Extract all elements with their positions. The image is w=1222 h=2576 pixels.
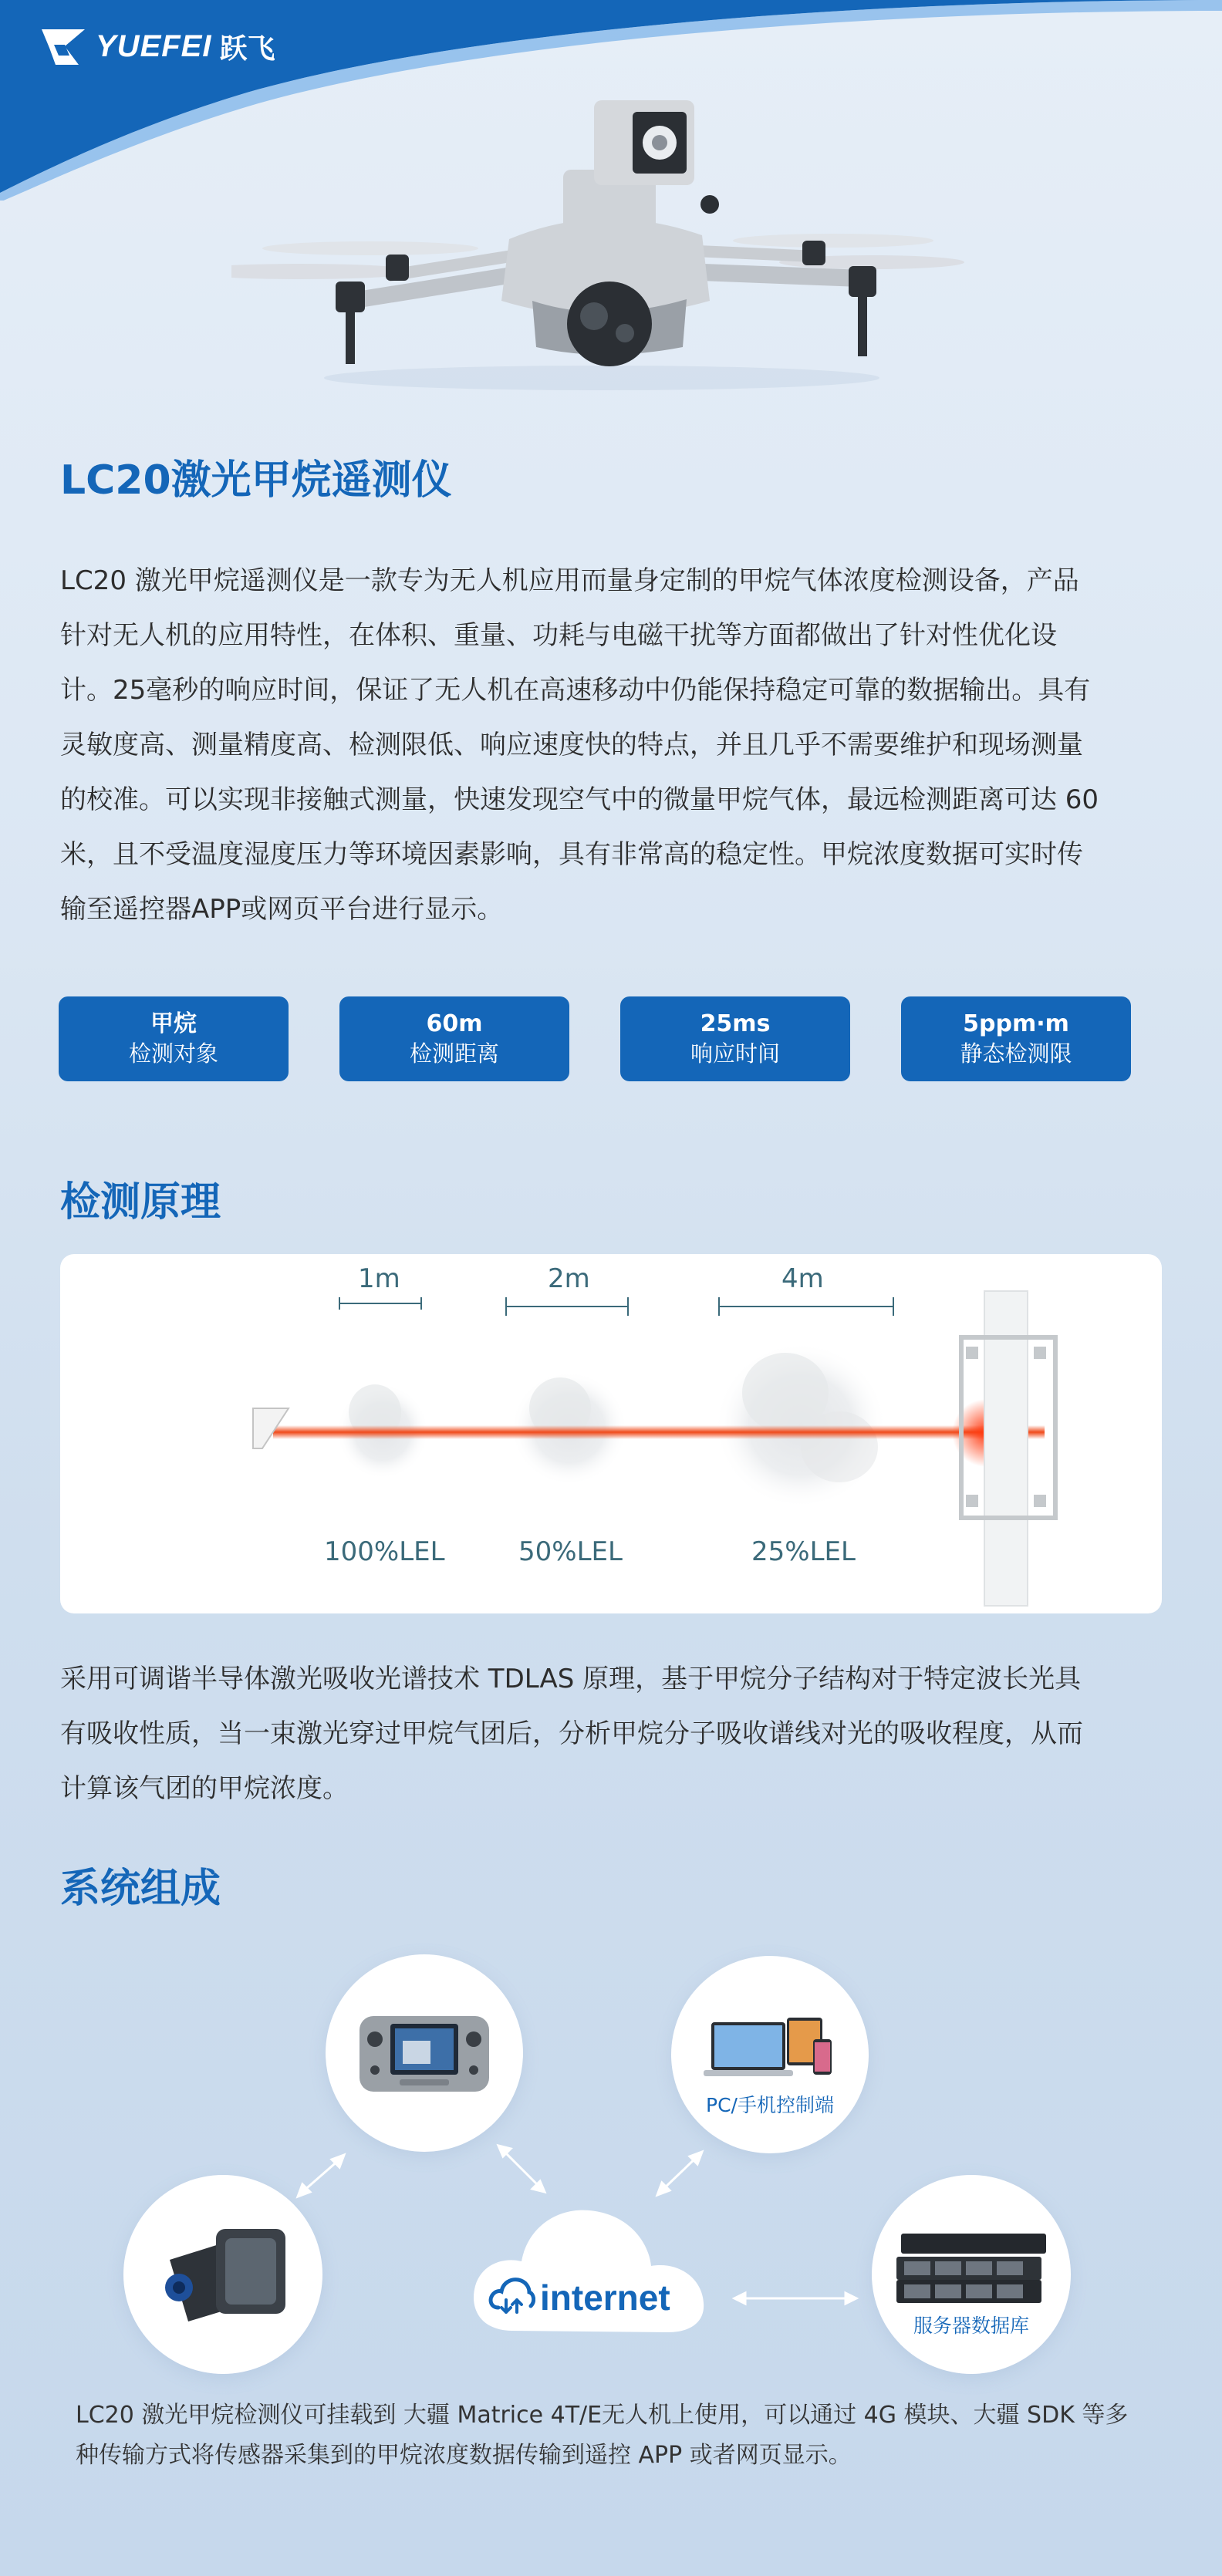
distance-label-2m: 2m xyxy=(548,1263,590,1294)
laser-sensor-icon xyxy=(123,2175,322,2374)
principle-line: 有吸收性质，当一束激光穿过甲烷气团后，分析甲烷分子吸收谱线对光的吸收程度，从而 xyxy=(60,1718,1083,1749)
principle-title: 检测原理 xyxy=(60,1179,221,1226)
principle-diagram xyxy=(60,1254,1162,1613)
lel-label-100: 100%LEL xyxy=(324,1536,445,1567)
sensor-node xyxy=(123,2175,322,2374)
logo-english: YUEFEI xyxy=(96,29,212,63)
server-node xyxy=(872,2175,1071,2374)
server-rack-icon xyxy=(872,2175,1071,2374)
spec-value: 60m xyxy=(426,1010,483,1037)
description-line: 计。25毫秒的响应时间，保证了无人机在高速移动中仍能保持稳定可靠的数据输出。具有 xyxy=(60,675,1091,706)
remote-controller-icon xyxy=(326,1954,523,2152)
spec-label: 检测对象 xyxy=(128,1040,218,1067)
system-title: 系统组成 xyxy=(60,1866,221,1912)
product-title: LC20激光甲烷遥测仪 xyxy=(60,457,452,504)
controller-node xyxy=(326,1954,523,2152)
distance-label-1m: 1m xyxy=(358,1263,400,1294)
system-line: LC20 激光甲烷检测仪可挂载到 大疆 Matrice 4T/E无人机上使用，可以通过 4G 模块、大疆 SDK 等多 xyxy=(76,2402,1129,2429)
spec-value: 甲烷 xyxy=(150,1010,197,1037)
devices-icon xyxy=(671,1956,869,2153)
logo-chinese: 跃飞 xyxy=(219,32,275,65)
spec-value: 5ppm·m xyxy=(963,1010,1069,1037)
system-line: 种传输方式将传感器采集到的甲烷浓度数据传输到遥控 APP 或者网页显示。 xyxy=(76,2442,852,2469)
spec-label: 检测距离 xyxy=(409,1040,499,1067)
description-line: 的校准。可以实现非接触式测量，快速发现空气中的微量甲烷气体，最远检测距离可达 60 xyxy=(60,784,1099,815)
principle-description xyxy=(60,1652,1168,1816)
server-label: 服务器数据库 xyxy=(913,2315,1029,2337)
lel-label-25: 25%LEL xyxy=(751,1536,856,1567)
spec-card-response xyxy=(620,996,850,1081)
spec-label: 静态检测限 xyxy=(960,1040,1072,1067)
description-line: 米，且不受温度湿度压力等环境因素影响，具有非常高的稳定性。甲烷浓度数据可实时传 xyxy=(60,839,1083,870)
spec-value: 25ms xyxy=(700,1010,771,1037)
cloud-shape xyxy=(466,2195,711,2342)
description-line: 输至遥控器APP或网页平台进行显示。 xyxy=(60,894,504,925)
description-line: LC20 激光甲烷遥测仪是一款专为无人机应用而量身定制的甲烷气体浓度检测设备，产品 xyxy=(60,565,1079,596)
spec-card-distance xyxy=(339,996,569,1081)
yuefei-logo-icon xyxy=(39,25,88,68)
cloud-sync-icon xyxy=(488,2277,535,2315)
brand-logo xyxy=(39,25,275,68)
spec-card-target xyxy=(59,996,289,1081)
pc-mobile-node xyxy=(671,1956,869,2153)
lel-label-50: 50%LEL xyxy=(518,1536,623,1567)
spec-label: 响应时间 xyxy=(690,1040,780,1067)
distance-label-4m: 4m xyxy=(781,1263,824,1294)
description-line: 灵敏度高、测量精度高、检测限低、响应速度快的特点，并且几乎不需要维护和现场测量 xyxy=(60,730,1083,760)
principle-line: 采用可调谐半导体激光吸收光谱技术 TDLAS 原理，基于甲烷分子结构对于特定波长光具 xyxy=(60,1664,1082,1694)
drone-image xyxy=(231,69,972,393)
system-description xyxy=(76,2396,1187,2476)
description-line: 针对无人机的应用特性，在体积、重量、功耗与电磁干扰等方面都做出了针对性优化设 xyxy=(60,620,1057,651)
principle-line: 计算该气团的甲烷浓度。 xyxy=(60,1773,349,1804)
internet-cloud xyxy=(466,2195,711,2342)
internet-label: internet xyxy=(540,2278,670,2318)
pc-mobile-label: PC/手机控制端 xyxy=(706,2094,834,2116)
product-description xyxy=(60,554,1168,937)
spec-card-limit xyxy=(901,996,1131,1081)
